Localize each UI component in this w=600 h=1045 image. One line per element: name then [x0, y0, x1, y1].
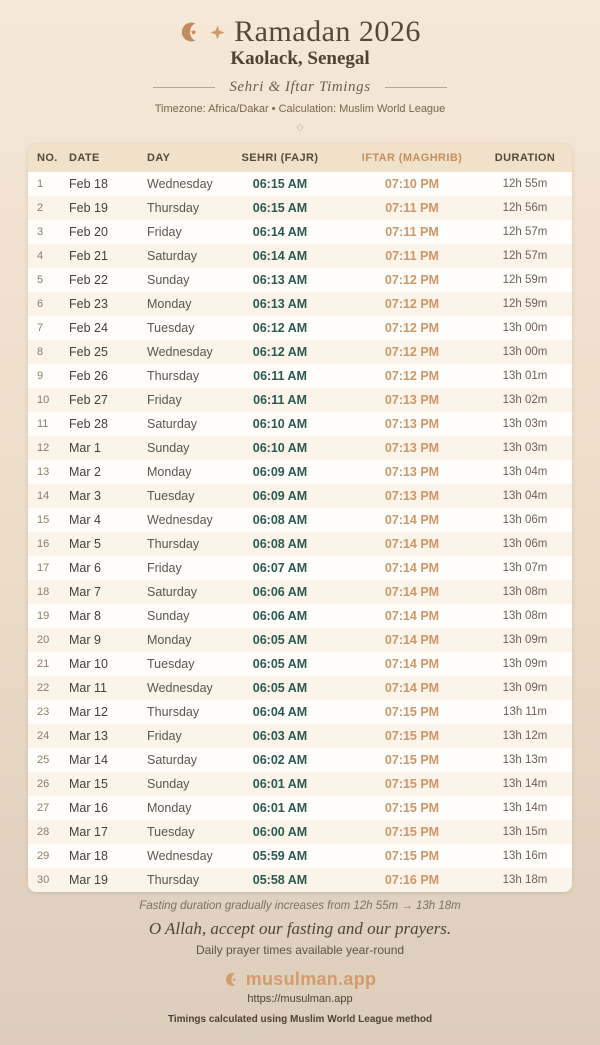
row-iftar-time: 07:12 PM — [384, 273, 440, 287]
row-date: Mar 12 — [69, 705, 108, 719]
row-iftar-time: 07:11 PM — [385, 201, 439, 215]
table-row — [28, 604, 572, 628]
row-sehri-time: 06:03 AM — [252, 729, 308, 743]
row-duration: 12h 55m — [502, 178, 548, 190]
row-day: Tuesday — [147, 657, 195, 671]
row-sehri-time: 06:10 AM — [252, 417, 308, 431]
row-day: Saturday — [147, 585, 198, 599]
row-iftar-time: 07:13 PM — [384, 465, 440, 479]
row-number: 20 — [37, 634, 50, 646]
row-duration: 13h 01m — [502, 370, 548, 382]
row-duration: 13h 08m — [502, 610, 548, 622]
row-date: Mar 5 — [69, 537, 101, 551]
row-day: Thursday — [147, 705, 200, 719]
location-subtitle: Kaolack, Senegal — [230, 48, 370, 69]
row-iftar-time: 07:14 PM — [384, 657, 440, 671]
row-date: Feb 21 — [69, 249, 108, 263]
row-duration: 13h 12m — [502, 730, 548, 742]
row-day: Friday — [147, 729, 182, 743]
row-duration: 13h 16m — [502, 850, 548, 862]
timings-table-container — [28, 144, 572, 892]
row-sehri-time: 06:12 AM — [252, 321, 308, 335]
row-iftar-time: 07:15 PM — [384, 801, 440, 815]
row-duration: 13h 00m — [502, 322, 548, 334]
row-date: Mar 19 — [69, 873, 108, 887]
row-number: 11 — [37, 418, 49, 430]
row-number: 9 — [37, 370, 44, 382]
row-date: Feb 18 — [69, 177, 108, 191]
row-sehri-time: 06:11 AM — [253, 393, 307, 407]
column-header-iftar: IFTAR (MAGHRIB) — [346, 144, 478, 172]
row-sehri-time: 06:05 AM — [252, 633, 308, 647]
row-date: Mar 1 — [69, 441, 101, 455]
row-date: Mar 16 — [69, 801, 108, 815]
row-date: Feb 25 — [69, 345, 108, 359]
row-iftar-time: 07:11 PM — [385, 249, 439, 263]
row-number: 12 — [37, 442, 50, 454]
row-sehri-time: 06:05 AM — [252, 657, 308, 671]
row-duration: 12h 57m — [502, 226, 548, 238]
row-duration: 13h 03m — [502, 442, 548, 454]
row-iftar-time: 07:12 PM — [384, 369, 440, 383]
row-sehri-time: 06:08 AM — [252, 537, 308, 551]
row-sehri-time: 05:58 AM — [252, 873, 308, 887]
row-date: Mar 15 — [69, 777, 108, 791]
timings-table — [28, 144, 572, 892]
column-header-duration: DURATION — [478, 144, 572, 172]
table-row — [28, 436, 572, 460]
row-duration: 12h 59m — [502, 274, 548, 286]
row-day: Wednesday — [147, 345, 213, 359]
row-day: Tuesday — [147, 489, 195, 503]
table-row — [28, 484, 572, 508]
sparkle-icon — [210, 25, 225, 40]
table-row — [28, 868, 572, 892]
row-day: Monday — [147, 801, 192, 815]
table-body — [28, 172, 572, 892]
table-row — [28, 244, 572, 268]
section-subtitle-row — [0, 79, 600, 96]
row-number: 25 — [37, 754, 50, 766]
row-sehri-time: 06:02 AM — [252, 753, 308, 767]
row-day: Wednesday — [147, 849, 213, 863]
table-row — [28, 388, 572, 412]
row-number: 23 — [37, 706, 50, 718]
row-iftar-time: 07:12 PM — [384, 321, 440, 335]
row-sehri-time: 06:05 AM — [252, 681, 308, 695]
row-sehri-time: 06:12 AM — [252, 345, 308, 359]
row-duration: 13h 11m — [503, 706, 547, 718]
row-iftar-time: 07:14 PM — [384, 633, 440, 647]
row-date: Mar 13 — [69, 729, 108, 743]
row-day: Thursday — [147, 201, 200, 215]
row-number: 3 — [37, 226, 44, 238]
row-number: 4 — [37, 250, 44, 262]
table-row — [28, 652, 572, 676]
row-number: 6 — [37, 298, 44, 310]
row-day: Saturday — [147, 249, 198, 263]
row-iftar-time: 07:15 PM — [384, 825, 440, 839]
table-row — [28, 532, 572, 556]
row-sehri-time: 06:13 AM — [252, 273, 308, 287]
brand-url[interactable]: https://musulman.app — [247, 993, 353, 1005]
row-iftar-time: 07:14 PM — [384, 681, 440, 695]
table-row — [28, 556, 572, 580]
row-number: 24 — [37, 730, 50, 742]
row-date: Feb 22 — [69, 273, 108, 287]
row-number: 22 — [37, 682, 50, 694]
table-row — [28, 364, 572, 388]
table-row — [28, 580, 572, 604]
row-date: Feb 26 — [69, 369, 108, 383]
table-row — [28, 844, 572, 868]
row-number: 15 — [37, 514, 50, 526]
row-iftar-time: 07:15 PM — [384, 849, 440, 863]
dua-text: O Allah, accept our fasting and our prayers. — [148, 919, 452, 938]
row-duration: 13h 14m — [502, 802, 548, 814]
row-day: Wednesday — [147, 681, 213, 695]
row-duration: 13h 09m — [502, 682, 548, 694]
table-row — [28, 172, 572, 196]
row-day: Thursday — [147, 369, 200, 383]
column-header-no: NO. — [28, 144, 62, 172]
row-iftar-time: 07:13 PM — [384, 441, 440, 455]
table-row — [28, 340, 572, 364]
row-iftar-time: 07:12 PM — [384, 345, 440, 359]
row-date: Mar 8 — [69, 609, 101, 623]
duration-trend-note: Fasting duration gradually increases from 12h 55m → 13h 18m — [139, 900, 461, 912]
row-duration: 13h 15m — [502, 826, 548, 838]
row-day: Monday — [147, 633, 192, 647]
brand-crescent-icon — [224, 972, 239, 987]
row-duration: 12h 57m — [502, 250, 548, 262]
divider-line-left — [153, 87, 215, 88]
row-number: 28 — [37, 826, 50, 838]
column-header-day: DAY — [140, 144, 214, 172]
row-duration: 13h 18m — [502, 874, 548, 886]
row-sehri-time: 06:15 AM — [252, 201, 308, 215]
table-row — [28, 196, 572, 220]
row-date: Feb 23 — [69, 297, 108, 311]
row-date: Mar 3 — [69, 489, 101, 503]
table-row — [28, 268, 572, 292]
brand-link[interactable] — [0, 969, 600, 990]
row-sehri-time: 06:01 AM — [252, 801, 308, 815]
table-row — [28, 676, 572, 700]
row-number: 14 — [37, 490, 50, 502]
row-date: Mar 2 — [69, 465, 101, 479]
row-number: 27 — [37, 802, 50, 814]
divider-line-right — [385, 87, 447, 88]
table-row — [28, 412, 572, 436]
row-duration: 13h 04m — [502, 490, 548, 502]
row-day: Saturday — [147, 417, 198, 431]
row-date: Mar 6 — [69, 561, 101, 575]
row-day: Sunday — [147, 777, 190, 791]
row-iftar-time: 07:14 PM — [384, 561, 440, 575]
row-iftar-time: 07:13 PM — [384, 393, 440, 407]
row-date: Mar 17 — [69, 825, 108, 839]
row-date: Mar 10 — [69, 657, 108, 671]
row-date: Feb 27 — [69, 393, 108, 407]
row-sehri-time: 06:14 AM — [252, 249, 308, 263]
row-number: 8 — [37, 346, 44, 358]
row-number: 10 — [37, 394, 50, 406]
row-date: Mar 14 — [69, 753, 108, 767]
row-day: Friday — [147, 561, 182, 575]
row-day: Thursday — [147, 537, 200, 551]
row-day: Saturday — [147, 753, 198, 767]
row-iftar-time: 07:15 PM — [384, 753, 440, 767]
row-sehri-time: 06:06 AM — [252, 585, 308, 599]
row-duration: 13h 02m — [502, 394, 548, 406]
header-title-row — [0, 0, 600, 50]
table-header — [28, 144, 572, 172]
row-duration: 13h 13m — [502, 754, 548, 766]
row-iftar-time: 07:12 PM — [384, 297, 440, 311]
row-day: Sunday — [147, 609, 190, 623]
row-day: Sunday — [147, 441, 190, 455]
row-number: 2 — [37, 202, 44, 214]
row-iftar-time: 07:13 PM — [384, 417, 440, 431]
row-duration: 13h 00m — [502, 346, 548, 358]
crescent-star-icon — [179, 21, 201, 43]
row-iftar-time: 07:13 PM — [384, 489, 440, 503]
row-duration: 13h 07m — [502, 562, 548, 574]
row-iftar-time: 07:15 PM — [384, 777, 440, 791]
row-number: 18 — [37, 586, 50, 598]
row-date: Mar 18 — [69, 849, 108, 863]
calculation-method-note: Timings calculated using Muslim World League method — [167, 1014, 433, 1025]
row-number: 7 — [37, 322, 44, 334]
row-iftar-time: 07:15 PM — [384, 729, 440, 743]
row-sehri-time: 06:07 AM — [252, 561, 308, 575]
row-day: Wednesday — [147, 513, 213, 527]
row-sehri-time: 06:13 AM — [252, 297, 308, 311]
row-iftar-time: 07:15 PM — [384, 705, 440, 719]
row-duration: 13h 09m — [502, 634, 548, 646]
row-date: Feb 19 — [69, 201, 108, 215]
row-sehri-time: 06:15 AM — [252, 177, 308, 191]
row-iftar-time: 07:14 PM — [384, 513, 440, 527]
row-number: 30 — [37, 874, 50, 886]
row-duration: 13h 09m — [502, 658, 548, 670]
row-duration: 12h 59m — [502, 298, 548, 310]
row-sehri-time: 06:10 AM — [252, 441, 308, 455]
row-sehri-time: 06:09 AM — [252, 465, 308, 479]
row-number: 5 — [37, 274, 44, 286]
row-number: 26 — [37, 778, 50, 790]
table-row — [28, 772, 572, 796]
row-duration: 13h 03m — [502, 418, 548, 430]
row-day: Friday — [147, 225, 182, 239]
row-number: 16 — [37, 538, 50, 550]
row-duration: 13h 14m — [502, 778, 548, 790]
row-sehri-time: 05:59 AM — [252, 849, 308, 863]
timezone-calculation-meta: Timezone: Africa/Dakar • Calculation: Muslim World League — [154, 103, 446, 115]
row-day: Thursday — [147, 873, 200, 887]
table-row — [28, 820, 572, 844]
column-header-sehri: SEHRI (FAJR) — [214, 144, 346, 172]
row-sehri-time: 06:11 AM — [253, 369, 307, 383]
row-iftar-time: 07:14 PM — [384, 585, 440, 599]
row-iftar-time: 07:14 PM — [384, 537, 440, 551]
row-duration: 13h 06m — [502, 514, 548, 526]
diamond-ornament: ◇ — [296, 122, 304, 132]
row-sehri-time: 06:04 AM — [252, 705, 308, 719]
row-sehri-time: 06:14 AM — [252, 225, 308, 239]
row-date: Feb 20 — [69, 225, 108, 239]
row-sehri-time: 06:09 AM — [252, 489, 308, 503]
row-day: Sunday — [147, 273, 190, 287]
brand-name: musulman.app — [245, 969, 377, 989]
row-number: 13 — [37, 466, 50, 478]
row-sehri-time: 06:01 AM — [252, 777, 308, 791]
row-day: Wednesday — [147, 177, 213, 191]
row-duration: 13h 08m — [502, 586, 548, 598]
table-row — [28, 316, 572, 340]
page-title: Ramadan 2026 — [234, 15, 421, 48]
table-row — [28, 628, 572, 652]
section-subtitle: Sehri & Iftar Timings — [229, 79, 371, 95]
table-row — [28, 460, 572, 484]
row-sehri-time: 06:00 AM — [252, 825, 308, 839]
row-date: Mar 11 — [69, 681, 107, 695]
row-sehri-time: 06:08 AM — [252, 513, 308, 527]
row-duration: 13h 06m — [502, 538, 548, 550]
row-number: 17 — [37, 562, 50, 574]
row-number: 21 — [37, 658, 50, 670]
column-header-date: DATE — [62, 144, 140, 172]
row-iftar-time: 07:10 PM — [384, 177, 440, 191]
row-date: Mar 7 — [69, 585, 101, 599]
row-iftar-time: 07:14 PM — [384, 609, 440, 623]
row-date: Feb 28 — [69, 417, 108, 431]
row-iftar-time: 07:16 PM — [384, 873, 440, 887]
table-row — [28, 220, 572, 244]
table-row — [28, 508, 572, 532]
row-day: Tuesday — [147, 825, 195, 839]
row-duration: 12h 56m — [502, 202, 548, 214]
row-sehri-time: 06:06 AM — [252, 609, 308, 623]
table-row — [28, 796, 572, 820]
row-iftar-time: 07:11 PM — [385, 225, 439, 239]
row-number: 29 — [37, 850, 50, 862]
row-date: Mar 9 — [69, 633, 101, 647]
row-number: 19 — [37, 610, 50, 622]
row-day: Tuesday — [147, 321, 195, 335]
row-duration: 13h 04m — [502, 466, 548, 478]
table-row — [28, 724, 572, 748]
row-date: Mar 4 — [69, 513, 101, 527]
table-row — [28, 292, 572, 316]
row-day: Friday — [147, 393, 182, 407]
row-date: Feb 24 — [69, 321, 108, 335]
table-row — [28, 748, 572, 772]
row-day: Monday — [147, 297, 192, 311]
row-day: Monday — [147, 465, 192, 479]
row-number: 1 — [37, 178, 44, 190]
availability-text: Daily prayer times available year-round — [195, 943, 405, 957]
table-row — [28, 700, 572, 724]
